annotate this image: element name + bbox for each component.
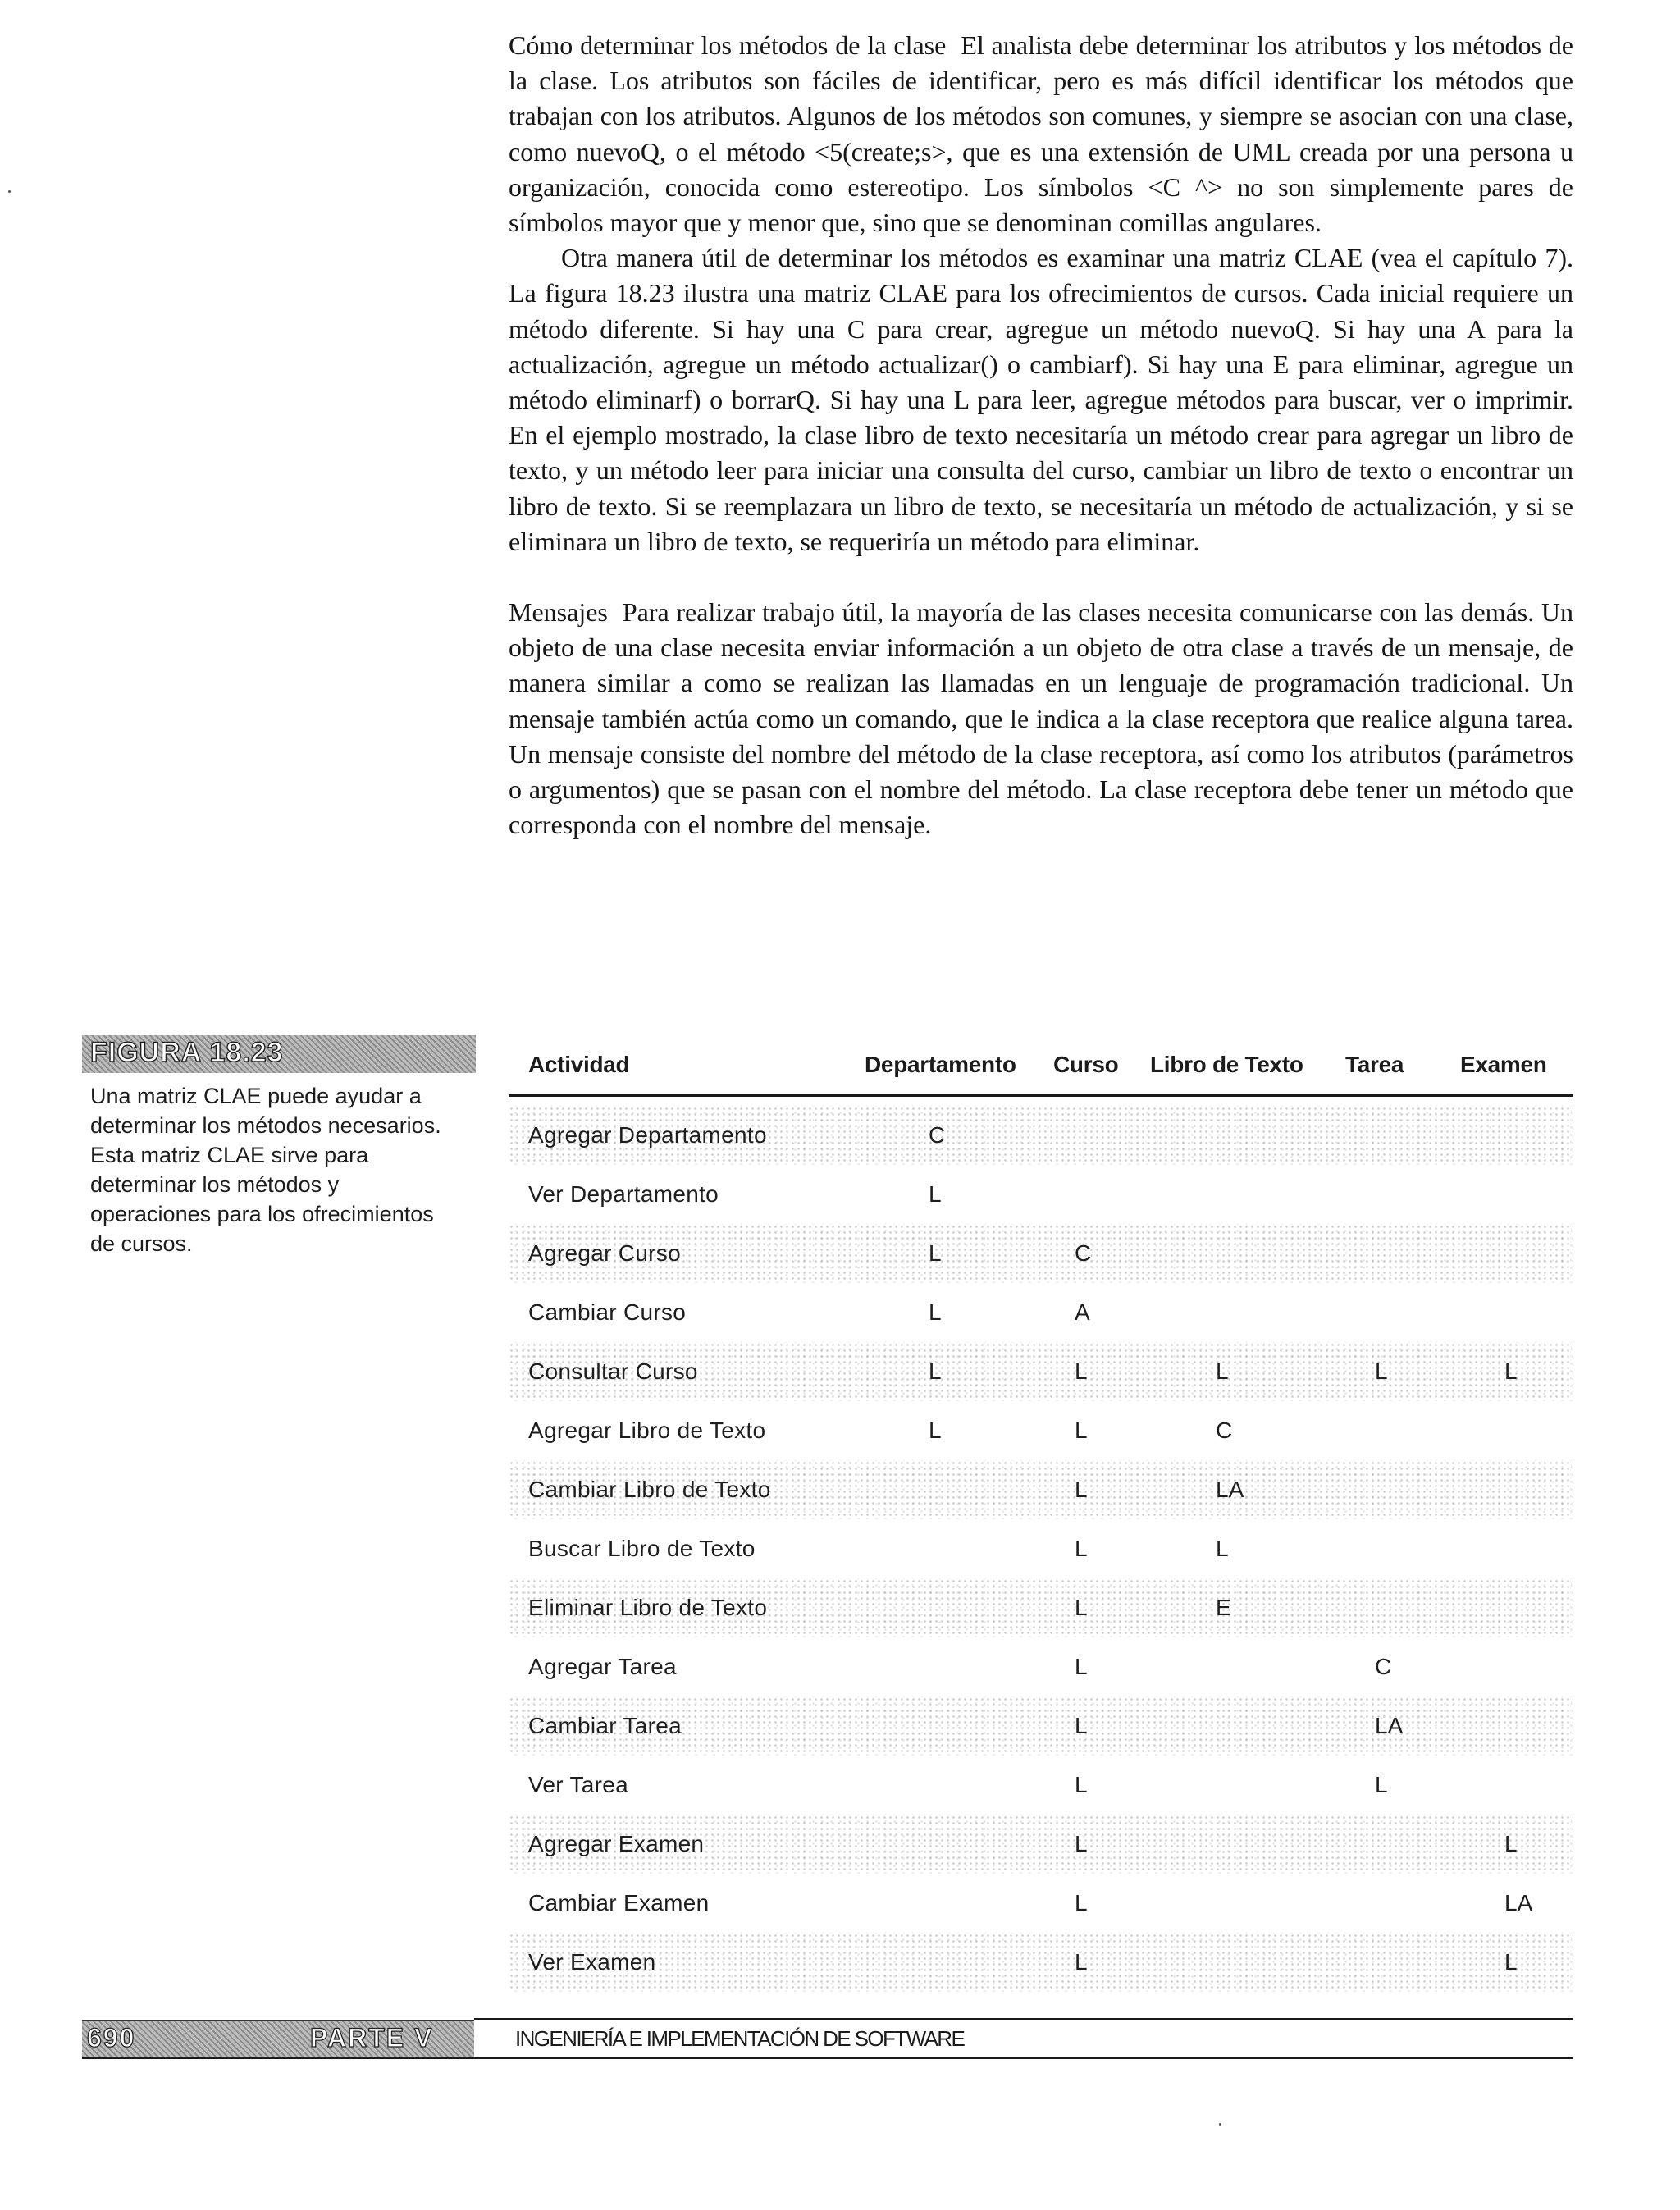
footer-title: INGENIERÍA E IMPLEMENTACIÓN DE SOFTWARE (515, 2026, 965, 2051)
activity-cell: Cambiar Examen (528, 1890, 710, 1915)
cell-course: L (1075, 1595, 1088, 1620)
cell-textbook: L (1216, 1358, 1229, 1384)
cell-exam: L (1504, 1949, 1518, 1975)
activity-cell: Cambiar Curso (528, 1299, 687, 1325)
table-row (509, 1401, 1573, 1460)
cell-textbook: C (1216, 1418, 1233, 1443)
paragraph-methods (509, 28, 1573, 240)
footer-tab (82, 2020, 474, 2057)
table-row (509, 1106, 1573, 1165)
cell-department: C (929, 1122, 946, 1148)
cell-course: L (1075, 1831, 1088, 1856)
page-number: 690 (87, 2023, 136, 2052)
activity-cell: Ver Examen (528, 1949, 656, 1975)
paragraph-messages (509, 595, 1573, 842)
activity-cell: Agregar Tarea (528, 1654, 677, 1679)
matrix-header-row (509, 1040, 1573, 1097)
cell-exam: L (1504, 1358, 1518, 1384)
paragraph-clae: Otra manera útil de determinar los métodos es examinar una matriz CLAE (vea el capítulo 7). La figura 18.23 ilustra una matriz CLAE para los ofrecimientos de cursos. Cada inicial requiere un método diferente. Si hay una C para crear, agregue un método nuevoQ. Si hay una A para la actualización, agregue un método actualizar() o cambiarf). Si hay una E para eliminar, agregue un método eliminarf) o borrarQ. Si hay una L para leer, agregue métodos para buscar, ver o imprimir. En el ejemplo mostrado, la clase libro de texto necesitaría un método crear para agregar un libro de texto, y un método leer para iniciar una consulta del curso, cambiar un libro de texto o encontrar un libro de texto. Si se reemplazara un libro de texto, se necesitaría un método de actualización, y si se eliminara un libro de texto, se requeriría un método para eliminar. (509, 243, 1573, 556)
table-row (509, 1283, 1573, 1342)
header-department: Departamento (865, 1052, 1016, 1077)
cell-course: L (1075, 1358, 1088, 1384)
table-row (509, 1578, 1573, 1637)
cell-exam: LA (1504, 1890, 1533, 1915)
cell-course: L (1075, 1949, 1088, 1975)
header-assignment: Tarea (1345, 1052, 1404, 1077)
cell-course: C (1075, 1240, 1092, 1266)
activity-cell: Cambiar Tarea (528, 1713, 682, 1738)
cell-exam: L (1504, 1831, 1518, 1856)
activity-cell: Buscar Libro de Texto (528, 1536, 756, 1561)
run-in-heading-methods: Cómo determinar los métodos de la clase (509, 30, 947, 60)
cell-course: L (1075, 1418, 1088, 1443)
table-row (509, 1519, 1573, 1578)
table-row (509, 1874, 1573, 1933)
cell-textbook: LA (1216, 1477, 1244, 1502)
activity-cell: Agregar Curso (528, 1240, 681, 1266)
paragraph-messages-text: Para realizar trabajo útil, la mayoría de las clases necesita comunicarse con las demás. Un objeto de una clase necesita enviar información a un objeto de otra clase a través de un mensaje, de manera similar a como se realizan las llamadas en un lenguaje de programación tradicional. Un mensaje también actúa como un comando, que le indica a la clase receptora que realice alguna tarea. Un mensaje consiste del nombre del método de la clase receptora, así como los atributos (parámetros o argumentos) que se pasan con el nombre del método. La clase receptora debe tener un método que corresponda con el nombre del mensaje. (509, 597, 1573, 840)
figure-label (82, 1035, 476, 1073)
cell-department: L (929, 1299, 942, 1325)
cell-course: L (1075, 1477, 1088, 1502)
cell-course: L (1075, 1654, 1088, 1679)
header-exam: Examen (1460, 1052, 1547, 1077)
cell-department: L (929, 1181, 942, 1207)
table-row (509, 1815, 1573, 1874)
table-row (509, 1460, 1573, 1519)
activity-cell: Agregar Libro de Texto (528, 1418, 766, 1443)
cell-assignment: C (1375, 1654, 1392, 1679)
activity-cell: Eliminar Libro de Texto (528, 1595, 768, 1620)
cell-textbook: E (1216, 1595, 1231, 1620)
run-in-heading-messages: Mensajes (509, 597, 608, 628)
cell-course: L (1075, 1772, 1088, 1797)
table-row (509, 1342, 1573, 1401)
cell-course: L (1075, 1536, 1088, 1561)
figure-label-text: FIGURA 18.23 (90, 1037, 284, 1068)
cell-textbook: L (1216, 1536, 1229, 1561)
figure-caption: Una matriz CLAE puede ayudar a determinar los métodos necesarios. Esta matriz CLAE sirve para determinar los métodos y operaciones para los ofrecimientos de cursos. (90, 1084, 441, 1256)
cell-assignment: L (1375, 1358, 1388, 1384)
footer-rule (474, 2018, 1573, 2020)
header-course: Curso (1053, 1052, 1119, 1077)
table-row (509, 1933, 1573, 1992)
table-row (509, 1696, 1573, 1756)
cell-assignment: LA (1375, 1713, 1404, 1738)
paragraph-methods-text: El analista debe determinar los atributos y los métodos de la clase. Los atributos son fáciles de identificar, pero es más difícil identificar los métodos que trabajan con los atributos. Algunos de los métodos son comunes, y siempre se asocian con una clase, como nuevoQ, o el método <5(create;s>, que es una extensión de UML creada por una persona u organización, conocida como estereotipo. Los símbolos <C ^> no son simplemente pares de símbolos mayor que y menor que, sino que se denominan comillas angulares. (509, 30, 1574, 238)
part-label: PARTE V (310, 2023, 434, 2052)
clae-matrix (509, 1040, 1573, 1996)
cell-department: L (929, 1358, 942, 1384)
table-row (509, 1224, 1573, 1283)
body-text (509, 28, 1573, 842)
header-textbook: Libro de Texto (1150, 1052, 1303, 1077)
header-activity: Actividad (528, 1052, 630, 1077)
scan-speck (1219, 2123, 1221, 2126)
scan-speck (8, 190, 11, 193)
activity-cell: Agregar Departamento (528, 1122, 767, 1148)
cell-course: A (1075, 1299, 1090, 1325)
table-row (509, 1756, 1573, 1815)
activity-cell: Ver Departamento (528, 1181, 719, 1207)
activity-cell: Consultar Curso (528, 1358, 698, 1384)
activity-cell: Ver Tarea (528, 1772, 629, 1797)
table-row (509, 1165, 1573, 1224)
table-row (509, 1637, 1573, 1696)
cell-assignment: L (1375, 1772, 1388, 1797)
page-footer (82, 2020, 1573, 2059)
cell-course: L (1075, 1890, 1088, 1915)
cell-course: L (1075, 1713, 1088, 1738)
activity-cell: Cambiar Libro de Texto (528, 1477, 771, 1502)
activity-cell: Agregar Examen (528, 1831, 705, 1856)
cell-department: L (929, 1240, 942, 1266)
cell-department: L (929, 1418, 942, 1443)
